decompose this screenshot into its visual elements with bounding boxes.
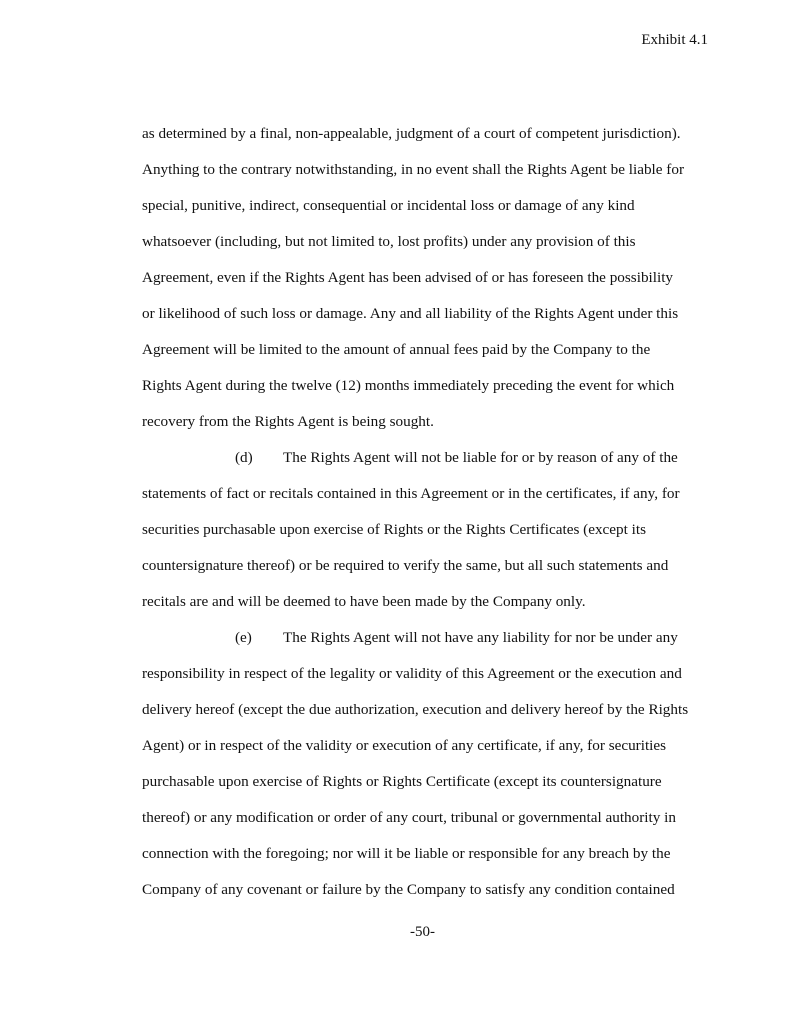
exhibit-label: Exhibit 4.1 [641, 32, 708, 48]
text-line: statements of fact or recitals contained in this Agreement or in the certificates, if any, for [142, 485, 680, 502]
text-line: Anything to the contrary notwithstanding, in no event shall the Rights Agent be liable for [142, 161, 685, 178]
text-line: securities purchasable upon exercise of Rights or the Rights Certificates (except its [142, 521, 646, 538]
item-e-label: (e) [235, 629, 252, 646]
text-line: delivery hereof (except the due authorization, execution and delivery hereof by the Rights [142, 701, 689, 718]
text-line: Agent) or in respect of the validity or execution of any certificate, if any, for securities [142, 737, 667, 754]
page-number: -50- [410, 924, 435, 940]
text-line: connection with the foregoing; nor will it be liable or responsible for any breach by the [142, 845, 671, 862]
text-line: Rights Agent during the twelve (12) months immediately preceding the event for which [142, 377, 675, 394]
text-line: Agreement, even if the Rights Agent has been advised of or has foreseen the possibility [142, 269, 674, 286]
item-e-first-text: The Rights Agent will not have any liability for nor be under any [283, 629, 678, 646]
text-line: recovery from the Rights Agent is being sought. [142, 413, 434, 430]
item-d-first-line [142, 448, 722, 484]
text-line: recitals are and will be deemed to have been made by the Company only. [142, 593, 586, 610]
text-line: special, punitive, indirect, consequential or incidental loss or damage of any kind [142, 197, 635, 214]
text-line: Agreement will be limited to the amount of annual fees paid by the Company to the [142, 341, 651, 358]
text-line: purchasable upon exercise of Rights or Rights Certificate (except its countersignature [142, 773, 662, 790]
item-e-first-line [142, 628, 722, 664]
text-line: whatsoever (including, but not limited to, lost profits) under any provision of this [142, 233, 636, 250]
text-line: as determined by a final, non-appealable, judgment of a court of competent jurisdiction). [142, 125, 681, 142]
document-body [142, 124, 722, 916]
item-d-first-text: The Rights Agent will not be liable for or by reason of any of the [283, 449, 678, 466]
text-line: or likelihood of such loss or damage. Any and all liability of the Rights Agent under this [142, 305, 679, 322]
item-d-label: (d) [235, 449, 253, 466]
text-line: responsibility in respect of the legality or validity of this Agreement or the execution and [142, 665, 682, 682]
text-line: Company of any covenant or failure by the Company to satisfy any condition contained [142, 881, 675, 898]
text-line: countersignature thereof) or be required to verify the same, but all such statements and [142, 557, 669, 574]
text-line: thereof) or any modification or order of any court, tribunal or governmental authority in [142, 809, 676, 826]
